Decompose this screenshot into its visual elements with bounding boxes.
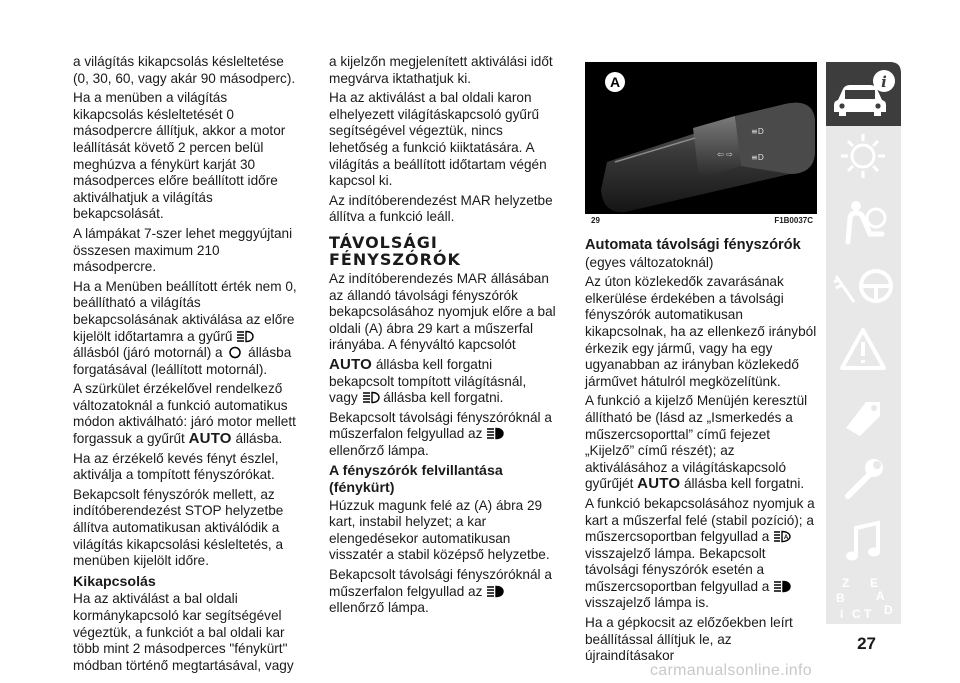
- paragraph: Ha az aktiválást a bal oldali karon elhelyezett világításkapcsoló gyűrű segítségével végeztük, nincs lehetőség a funkció kiiktatására. A világítás a beállított időtartam végén kapcsol ki.: [329, 90, 547, 189]
- heading-fenykurt: A fényszórók felvillantása (fénykürt): [329, 463, 503, 497]
- svg-text:A: A: [783, 535, 789, 542]
- index-letter: C: [852, 607, 861, 621]
- paragraph: [73, 279, 301, 379]
- index-letter: B: [836, 591, 845, 605]
- high-beam-icon: [773, 580, 791, 593]
- paragraph: Ha az érzékelő kevés fényt észlel, aktiválja a tompított fényszórókat.: [73, 450, 279, 483]
- index-letter: E: [870, 576, 879, 590]
- high-beam-icon: [486, 427, 504, 440]
- text-span: állásból (járó motornál) a: [73, 345, 223, 361]
- paragraph: Az úton közlekedők zavarásának elkerülése érdekében a távolsági fényszórók automatikusan kikapcsolnak, ha az ellenkező irányból érkezik egy jármű, vagy ha egy ugyanabban az irányban közlekedő járművet hátulról megközelítünk.: [585, 274, 817, 389]
- text-span: visszajelző lámpa is.: [585, 595, 709, 611]
- page-number: 27: [857, 634, 876, 653]
- safety-tab-icon[interactable]: [826, 190, 901, 254]
- index-letter: I: [840, 607, 844, 621]
- emergency-tab-icon[interactable]: [826, 382, 901, 446]
- text-span: állásba.: [235, 431, 283, 447]
- watermark: carmanualsonline.info: [650, 662, 812, 679]
- figure-code: F1B0037C: [774, 216, 813, 225]
- heading-line: TÁVOLSÁGI: [329, 232, 438, 252]
- heading-tavolsagi-fenyszorok: [329, 234, 557, 268]
- lights-tab-icon[interactable]: [826, 126, 901, 190]
- maintenance-tab-icon[interactable]: [826, 446, 901, 510]
- heading-automata: Automata távolsági fényszórók: [585, 237, 801, 253]
- paragraph: [73, 381, 301, 447]
- heading-line: FÉNYSZÓRÓK: [329, 249, 461, 269]
- text-span: visszajelző lámpa. Bekapcsolt távolsági fényszórók esetén a műszercsoportban felgyullad a: [585, 545, 770, 594]
- multimedia-tab-icon[interactable]: [826, 510, 901, 574]
- svg-text:≡D: ≡D: [751, 127, 764, 136]
- paragraph: [329, 410, 557, 460]
- paragraph: [585, 496, 817, 612]
- text-span: A szürkület érzékelővel rendelkező változatoknál a funkció automatikus módon aktiválható: járó motor mellett forgassuk a gyűrűt: [73, 381, 296, 447]
- text-span: A funkció a kijelző Menüjén keresztül állítható be (lásd az „Ismerkedés a műszercsoporttal” című fejezet „Kijelző” című részét); az aktiválásához a világításkapcsoló gyűrűjét: [585, 393, 808, 492]
- paragraph: Ha a menüben a világítás kikapcsolás késleltetését 0 másodpercre állítjuk, akkor a motor leállítását követő 2 percen belül meghúzva a fénykürt karját 30 másodperces előre beállított időre aktiválhatjuk a világítás bekapcsolását.: [73, 90, 286, 222]
- subheading: (egyes változatoknál): [585, 254, 714, 270]
- stalk-figure: [585, 62, 817, 214]
- light-stalk-illustration: [585, 62, 817, 214]
- text-span: ellenőrző lámpa.: [329, 442, 429, 458]
- text-span: Ha a Menüben beállított érték nem 0, beállítható a világítás bekapcsolásának aktiválása az előre kijelölt időtartamra a gyűrű: [73, 278, 297, 344]
- car-info-tab-icon[interactable]: [826, 62, 901, 126]
- text-span: állásba kell forgatni.: [383, 390, 504, 406]
- index-letter: Z: [842, 576, 850, 590]
- text-span: ellenőrző lámpa.: [329, 600, 429, 616]
- index-letter: A: [876, 589, 885, 603]
- auto-label: AUTO: [188, 430, 232, 448]
- svg-text:≡D: ≡D: [751, 153, 764, 162]
- text-span: állásba kell forgatni bekapcsolt tompított világításnál, vagy: [329, 356, 527, 406]
- paragraph: a világítás kikapcsolás késleltetése (0, 30, 60, vagy akár 90 másodperc).: [73, 54, 296, 86]
- high-beam-icon: [486, 585, 504, 598]
- figure-caption: [585, 214, 817, 228]
- paragraph: a kijelzőn megjelenített aktiválási időt megvárva iktathatjuk ki.: [329, 54, 553, 86]
- paragraph: Húzzuk magunk felé az (A) ábra 29 kart, instabil helyzet; a kar elengedésekor automatikusan visszatér a stabil középső helyzetbe.: [329, 497, 550, 563]
- figure-number: 29: [591, 216, 600, 225]
- paragraph: [585, 393, 817, 493]
- paragraph: Ha az aktiválást a bal oldali kormánykapcsoló kar segítségével végeztük, a funkciót a bal oldali kar több mint 2 másodperces "fénykürt" módban történő megtartásával, vagy: [73, 591, 294, 673]
- text-span: állásba kell forgatni.: [683, 476, 805, 492]
- paragraph: Bekapcsolt fényszórók mellett, az indítóberendezést STOP helyzetbe állítva automatikusan aktiválódik a világítás kikapcsolási késleltetés, a menüben kijelölt időre.: [73, 486, 284, 569]
- low-beam-icon: [236, 330, 254, 343]
- text-column-3: [585, 237, 817, 668]
- text-span: Bekapcsolt távolsági fényszóróknál a műszerfalon felgyullad az: [329, 567, 552, 599]
- index-letter: T: [864, 607, 872, 621]
- figure-label-a: A: [609, 74, 621, 90]
- text-span: állásba forgatásával (leállított motornál).: [73, 345, 292, 377]
- index-tab-icon[interactable]: [826, 574, 901, 624]
- index-letter: D: [884, 603, 893, 617]
- steering-wheel-tab-icon[interactable]: [826, 254, 901, 318]
- auto-label: AUTO: [329, 355, 373, 373]
- auto-label: AUTO: [637, 475, 681, 493]
- text-column-1: [73, 54, 301, 677]
- text-column-2: [329, 54, 557, 620]
- paragraph: [329, 567, 557, 617]
- paragraph: A lámpákat 7-szer lehet meggyújtani összesen maximum 210 másodpercre.: [73, 225, 293, 275]
- paragraph: Ha a gépkocsit az előzőekben leírt beállítással állítjuk le, az újraindításakor: [585, 615, 793, 664]
- off-position-icon: [226, 346, 244, 359]
- paragraph: Az indítóberendezést MAR helyzetbe állítva a funkció leáll.: [329, 192, 553, 225]
- paragraph: Az indítóberendezés MAR állásában az állandó távolsági fényszórók bekapcsolásához nyomjuk előre a bal oldali (A) ábra 29 kart a műszerfal irányába. A fényváltó kapcsolót: [329, 270, 556, 353]
- heading-kikapcsolas: Kikapcsolás: [73, 573, 156, 590]
- text-span: A funkció bekapcsolásához nyomjuk a kart a műszerfal felé (stabil pozíció); a műszercsoportban felgyullad a: [585, 495, 815, 545]
- text-span: Bekapcsolt távolsági fényszóróknál a műszerfalon felgyullad az: [329, 409, 552, 442]
- svg-text:i: i: [881, 73, 887, 91]
- auto-high-beam-icon: [773, 530, 791, 543]
- low-beam-icon: [362, 391, 380, 404]
- svg-text:⇦ ⇨: ⇦ ⇨: [717, 150, 733, 159]
- warning-tab-icon[interactable]: [826, 318, 901, 382]
- chapter-sidebar: [826, 62, 901, 624]
- paragraph: [329, 357, 557, 407]
